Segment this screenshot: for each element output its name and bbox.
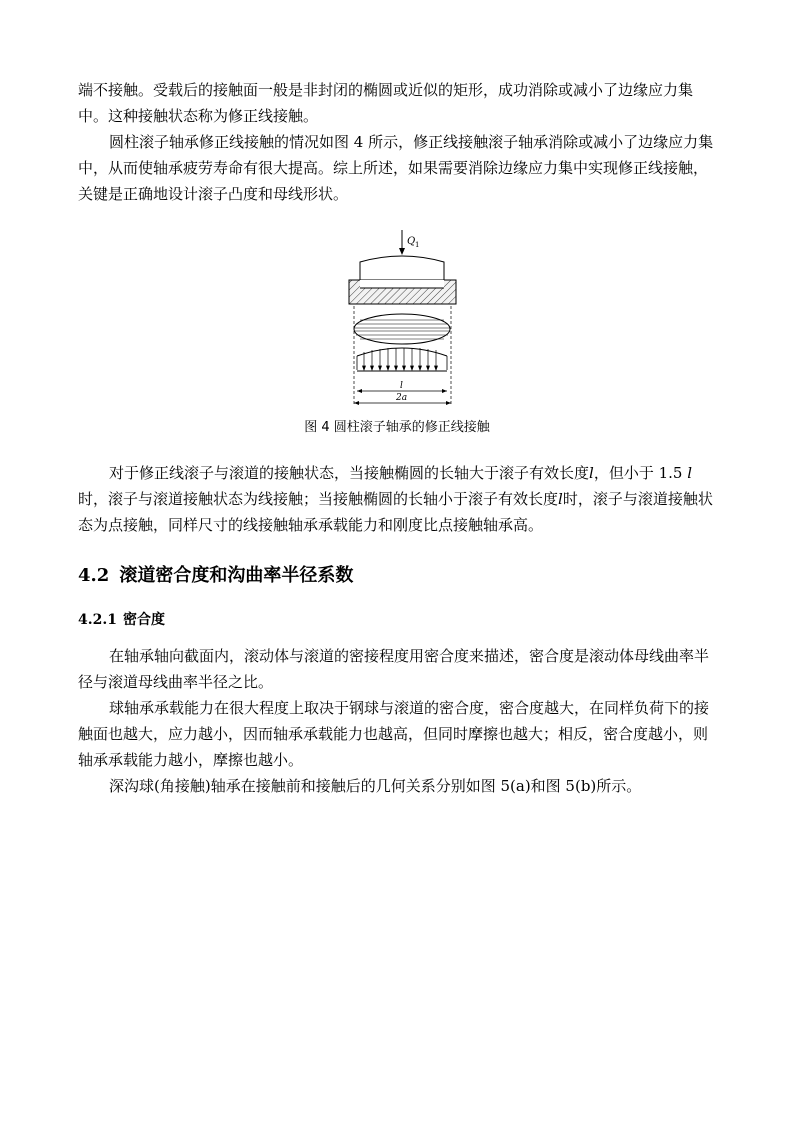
pressure-curve	[357, 348, 447, 356]
text-run: ，但小于 1.5	[593, 464, 688, 482]
symbol-l: l	[687, 464, 693, 482]
symbol-l: l	[589, 464, 594, 482]
paragraph-conformity-definition: 在轴承轴向截面内，滚动体与滚道的密接程度用密合度来描述，密合度是滚动体母线曲率半径与滚道母线曲率半径之比。	[78, 647, 710, 691]
load-label: Q	[407, 236, 416, 247]
subsection-heading	[78, 609, 165, 629]
text-run: 对于修正线滚子与滚道的接触状态，当接触椭圆的长轴大于滚子有效长度	[109, 464, 590, 482]
paragraph-figure-reference: 深沟球(角接触)轴承在接触前和接触后的几何关系分别如图 5(a)和图 5(b)所示。	[109, 777, 642, 795]
text-run: 时，滚子与滚道接触状态为线接触；当接触椭圆的长轴小于滚子有效长度	[78, 490, 559, 508]
figure-caption: 图 4 圆柱滚子轴承的修正线接触	[304, 420, 490, 435]
subsection-number: 4.2.1	[78, 612, 117, 628]
roller-shape	[360, 256, 444, 280]
section-heading	[78, 561, 353, 587]
section-title: 滚道密合度和沟曲率半径系数	[119, 565, 354, 586]
load-subscript: 1	[415, 241, 420, 249]
contact-ellipse	[354, 314, 450, 344]
subsection-title: 密合度	[122, 612, 165, 628]
symbol-l: l	[558, 490, 563, 508]
text-run: 时，滚子与滚道接触状态为点接触，同样尺寸的线接触轴承承载能力和刚度比点接触轴承高。	[78, 490, 713, 534]
paragraph-contact-state	[78, 460, 718, 538]
figure-roller-contact-diagram	[340, 228, 465, 406]
dimension-l-label: l	[400, 381, 403, 391]
paragraph-continuation: 端不接触。受载后的接触面一般是非封闭的椭圆或近似的矩形，成功消除或减小了边缘应力集中。这种接触状态称为修正线接触。	[78, 81, 694, 125]
load-arrow-head	[399, 248, 405, 255]
dimension-2a-label: 2a	[396, 393, 408, 403]
paragraph-load-capacity: 球轴承承载能力在很大程度上取决于钢球与滚道的密合度，密合度越大，在同样负荷下的接触面也越大，应力越小，因而轴承承载能力也越高，但同时摩擦也越大；相反，密合度越小，则轴承承载能力越小，摩擦也越小。	[78, 699, 710, 769]
paragraph-modified-line-contact: 圆柱滚子轴承修正线接触的情况如图 4 所示，修正线接触滚子轴承消除或减小了边缘应力集中，从而使轴承疲劳寿命有很大提高。综上所述，如果需要消除边缘应力集中实现修正线接触，关键是正确地设计滚子凸度和母线形状。	[78, 133, 714, 203]
raceway-gap	[360, 280, 444, 288]
section-number: 4.2	[78, 565, 110, 586]
